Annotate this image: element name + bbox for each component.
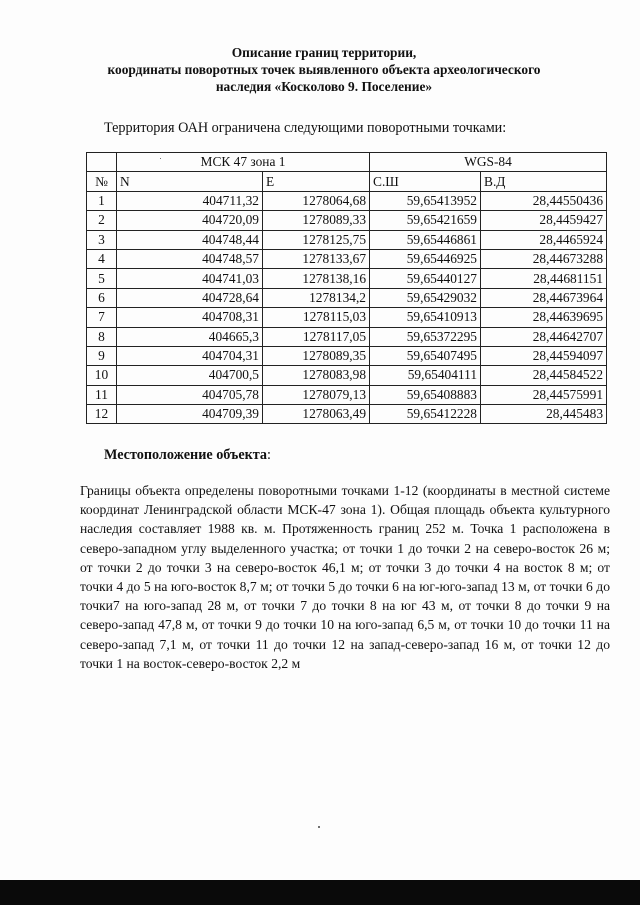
cell-e: 1278089,35: [263, 346, 370, 365]
cell-number: 1: [87, 191, 117, 210]
title-line-2: координаты поворотных точек выявленного объекта археологического: [107, 62, 541, 77]
cell-e: 1278083,98: [263, 366, 370, 385]
title-line-3: наследия «Косколово 9. Поселение»: [215, 79, 433, 94]
cell-lat: 59,65446925: [370, 249, 481, 268]
cell-number: 12: [87, 405, 117, 424]
location-heading: [104, 447, 271, 464]
table-row: [87, 308, 607, 327]
table-row: [87, 211, 607, 230]
header-msk-group: МСК 47 зона 1: [117, 153, 370, 172]
cell-lon: 28,44673964: [481, 288, 607, 307]
scan-bottom-edge: [0, 880, 640, 905]
cell-lon: 28,4465924: [481, 230, 607, 249]
table-row: [87, 230, 607, 249]
cell-number: 6: [87, 288, 117, 307]
cell-lat: 59,65408883: [370, 385, 481, 404]
intro-text: Территория ОАН ограничена следующими поворотными точками:: [104, 120, 507, 136]
cell-lon: 28,44673288: [481, 249, 607, 268]
cell-n: 404748,57: [117, 249, 263, 268]
cell-number: 11: [87, 385, 117, 404]
cell-lon: 28,44550436: [481, 191, 607, 210]
table-row: [87, 385, 607, 404]
cell-n: 404700,5: [117, 366, 263, 385]
cell-number: 4: [87, 249, 117, 268]
cell-lon: 28,44681151: [481, 269, 607, 288]
cell-lon: 28,44642707: [481, 327, 607, 346]
table-row: [87, 327, 607, 346]
cell-number: 2: [87, 211, 117, 230]
cell-lon: 28,44584522: [481, 366, 607, 385]
cell-e: 1278063,49: [263, 405, 370, 424]
location-paragraph: Границы объекта определены поворотными точками 1-12 (координаты в местной системе координат Ленинградской области МСК-47 зона 1). Общая площадь объекта культурного наследия составляет 1988 кв. м. Протяженность границ 252 м. Точка 1 расположена в северо-западном углу выделенного участка; от точки 1 до точки 2 на северо-восток 26 м; от точки 2 до точки 3 на северо-восток 46,1 м; от точки 3 до точки 4 на восток 8 м; от точки 4 до 5 на юго-восток 8,7 м; от точки 5 до точки 6 на юг-юго-запад 13 м, от точки 6 до точки7 на юго-запад 28 м, от точки 7 до точки 8 на юг 43 м, от точки 8 до точки 9 на северо-запад 47,8 м, от точки 9 до точки 10 на юго-запад 6,5 м, от точки 10 до точки 11 на северо-запад 7,1 м, от точки 11 до точки 12 на запад-северо-запад 16 м, от точки 12 до точки 1 на восток-северо-восток 2,2 м: [80, 483, 610, 671]
table-row: [87, 366, 607, 385]
cell-e: 1278115,03: [263, 308, 370, 327]
cell-e: 1278134,2: [263, 288, 370, 307]
cell-e: 1278117,05: [263, 327, 370, 346]
cell-e: 1278133,67: [263, 249, 370, 268]
coordinates-table: [86, 152, 607, 424]
cell-number: 10: [87, 366, 117, 385]
cell-number: 5: [87, 269, 117, 288]
cell-lon: 28,4459427: [481, 211, 607, 230]
location-heading-text: Местоположение объекта: [104, 447, 268, 463]
cell-lon: 28,44639695: [481, 308, 607, 327]
table-row: [87, 191, 607, 210]
title-line-1: Описание границ территории,: [231, 45, 417, 60]
cell-n: 404665,3: [117, 327, 263, 346]
cell-e: 1278064,68: [263, 191, 370, 210]
cell-lat: 59,65372295: [370, 327, 481, 346]
cell-lat: 59,65412228: [370, 405, 481, 424]
cell-n: 404711,32: [117, 191, 263, 210]
header-empty-cell: [87, 153, 117, 172]
table-row: [87, 288, 607, 307]
scan-speck: [160, 158, 161, 159]
scan-speck: [318, 826, 320, 828]
document-title: [40, 44, 608, 95]
cell-lat: 59,65429032: [370, 288, 481, 307]
cell-lat: 59,65404111: [370, 366, 481, 385]
cell-number: 3: [87, 230, 117, 249]
cell-number: 9: [87, 346, 117, 365]
cell-lat: 59,65446861: [370, 230, 481, 249]
cell-e: 1278089,33: [263, 211, 370, 230]
cell-n: 404720,09: [117, 211, 263, 230]
cell-lat: 59,65410913: [370, 308, 481, 327]
table-row: [87, 249, 607, 268]
location-heading-colon: :: [267, 447, 271, 463]
cell-e: 1278138,16: [263, 269, 370, 288]
cell-lon: 28,445483: [481, 405, 607, 424]
cell-n: 404728,64: [117, 288, 263, 307]
cell-lon: 28,44594097: [481, 346, 607, 365]
header-lon: В.Д: [481, 172, 607, 191]
cell-n: 404741,03: [117, 269, 263, 288]
table-group-header-row: [87, 153, 607, 172]
header-wgs-group: WGS-84: [370, 153, 607, 172]
cell-number: 8: [87, 327, 117, 346]
header-number: №: [87, 172, 117, 191]
header-n: N: [117, 172, 263, 191]
cell-n: 404709,39: [117, 405, 263, 424]
table-row: [87, 405, 607, 424]
cell-n: 404748,44: [117, 230, 263, 249]
cell-n: 404708,31: [117, 308, 263, 327]
cell-n: 404704,31: [117, 346, 263, 365]
cell-lat: 59,65413952: [370, 191, 481, 210]
cell-e: 1278125,75: [263, 230, 370, 249]
table-row: [87, 269, 607, 288]
header-lat: С.Ш: [370, 172, 481, 191]
table-row: [87, 346, 607, 365]
table-column-header-row: [87, 172, 607, 191]
cell-lat: 59,65407495: [370, 346, 481, 365]
header-e: E: [263, 172, 370, 191]
cell-lat: 59,65440127: [370, 269, 481, 288]
cell-n: 404705,78: [117, 385, 263, 404]
cell-lat: 59,65421659: [370, 211, 481, 230]
cell-number: 7: [87, 308, 117, 327]
cell-lon: 28,44575991: [481, 385, 607, 404]
cell-e: 1278079,13: [263, 385, 370, 404]
